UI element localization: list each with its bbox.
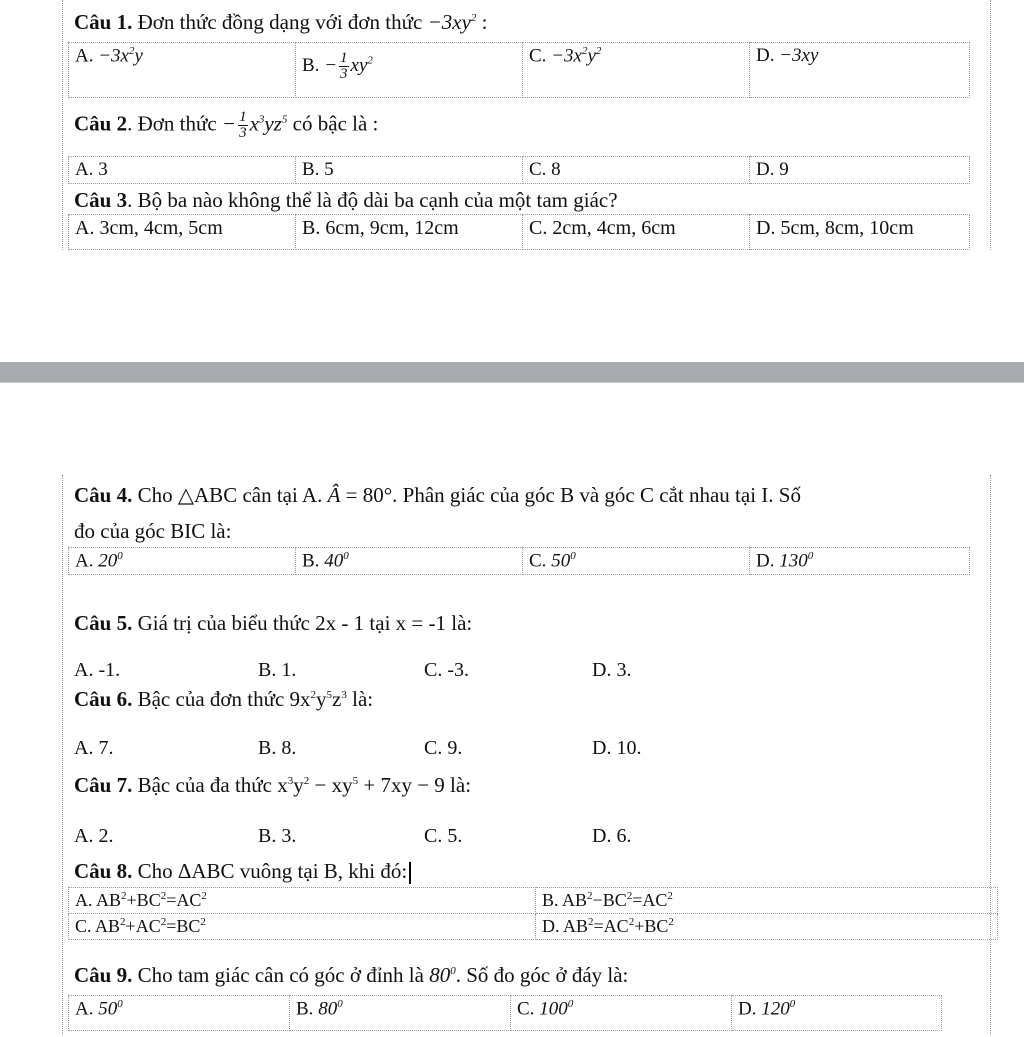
q5-option-b[interactable]: B. 1. [258,659,297,681]
q7-exp-1: 3 [287,775,294,787]
option-b[interactable] [536,888,998,914]
exp: 2 [160,890,167,902]
question-9-text: Cho tam giác cân có góc ở đỉnh là [137,963,424,987]
margin-line-left [62,0,63,250]
exp: 2 [628,916,635,928]
option-label: C. [517,998,535,1020]
option-d[interactable]: D. 5cm, 8cm, 10cm [750,215,970,250]
option-value: 130 [779,550,808,572]
question-1 [74,10,487,35]
option-c[interactable] [523,43,750,98]
term: AB [96,890,122,910]
degree-symbol: 0 [343,550,349,562]
degree-symbol: 0 [807,550,814,562]
option-c[interactable] [511,996,732,1031]
question-2-x: x [249,111,259,136]
q6-expr-b: y [316,687,327,711]
option-label: D. [756,45,775,66]
angle-a-symbol: Â [327,483,341,507]
term: +BC [126,890,161,910]
document-page-2 [0,382,1024,1037]
question-8 [74,859,411,884]
fraction-denominator: 3 [340,66,348,82]
q6-tail: là: [352,687,374,711]
option-value: 40 [324,550,344,572]
q7-term-d: + 7xy − 9 [363,773,445,797]
q7-term-a: x [277,773,288,797]
option-label: D. [756,550,775,572]
q5-option-d[interactable]: D. 3. [592,659,632,681]
question-3-text: . Bộ ba nào không thể là độ dài ba cạnh của một tam giác? [127,188,618,212]
option-exp: 2 [367,54,373,67]
q5-option-c[interactable]: C. -3. [424,659,469,681]
option-d[interactable] [732,996,942,1031]
question-2-exp-1: 3 [258,113,265,126]
document-page-1 [0,0,1024,362]
q6-expr-a: 9x [289,687,311,711]
question-6-text: Bậc của đơn thức [137,687,285,711]
exp: 2 [121,890,127,902]
question-8-options [68,887,998,940]
question-8-label: Câu 8. [74,859,133,883]
question-2-sign: − [221,111,237,136]
exp: 2 [201,890,207,902]
option-label: A. [75,45,94,67]
fraction-denominator: 3 [239,125,247,141]
term: =AC [632,890,668,910]
q6-option-b[interactable]: B. 8. [258,737,297,759]
question-1-exp: 2 [470,12,477,24]
exp: 2 [200,916,206,928]
degree-symbol: 0 [789,998,796,1010]
option-a[interactable]: A. 3cm, 4cm, 5cm [69,215,296,250]
q7-term-b: y [293,773,304,797]
question-2-label: Câu 2 [74,111,128,136]
q9-value: 80 [429,963,451,987]
option-value: 100 [539,998,568,1020]
option-sign: − [324,54,338,76]
option-expr-mid: y [587,45,596,67]
option-c[interactable] [69,914,536,940]
q9-tail: . Số đo góc ở đáy là: [455,963,629,987]
option-c[interactable]: C. 2cm, 4cm, 6cm [523,215,750,250]
fraction-numerator: 1 [340,50,348,66]
exp: 2 [667,890,673,902]
question-5-text: Giá trị của biểu thức 2x - 1 tại x = -1 là: [137,611,473,635]
option-a[interactable] [69,548,296,575]
option-b[interactable] [296,43,523,98]
option-c[interactable] [523,548,750,575]
option-b[interactable]: B. 6cm, 9cm, 12cm [296,215,523,250]
q6-option-d[interactable]: D. 10. [592,737,642,759]
term: +AC [125,916,161,936]
option-label: A. [75,998,94,1020]
term: =AC [593,916,629,936]
question-1-expr: −3xy [427,10,471,34]
question-1-options [68,42,970,98]
question-6-label: Câu 6. [74,687,133,711]
q6-expr-c: z [332,687,342,711]
question-3 [74,188,618,213]
option-exp: 2 [581,45,588,57]
fraction [339,51,349,82]
question-9-label: Câu 9. [74,963,133,987]
question-9 [74,963,628,988]
exp: 2 [160,916,167,928]
q6-option-a[interactable]: A. 7. [74,737,114,759]
option-value: 50 [98,998,118,1020]
q6-option-c[interactable]: C. 9. [424,737,463,759]
question-9-options [68,995,942,1031]
question-1-colon: : [481,10,488,34]
question-2-yz: yz [264,111,282,136]
option-value: 120 [761,998,790,1020]
option-expr: −3x [98,45,129,67]
q7-tail: là: [450,773,472,797]
fraction [238,110,248,141]
question-2-exp-2: 5 [281,113,288,126]
degree-symbol: 0 [570,550,576,562]
question-4-text-line-2: đo của góc BIC là: [74,519,232,543]
option-label: B. [542,890,559,910]
q6-exp-3: 3 [341,689,347,701]
q7-option-b[interactable]: B. 3. [258,825,297,847]
question-5-label: Câu 5. [74,611,133,635]
question-4-text: Cho △ABC cân tại A. [137,483,323,507]
option-exp: 2 [129,45,135,57]
option-expr: −3xy [779,45,819,66]
question-5 [74,611,472,636]
exp: 2 [588,916,594,928]
q7-option-c[interactable]: C. 5. [424,825,463,847]
option-label: C. [529,45,547,67]
question-4-options [68,547,970,575]
question-7 [74,773,471,798]
margin-line-right [990,475,991,1035]
q7-option-d[interactable]: D. 6. [592,825,632,847]
option-b[interactable] [290,996,511,1031]
option-label: A. [75,550,94,572]
exp: 2 [668,916,674,928]
option-label: C. [529,550,547,572]
degree-symbol: 0 [450,965,456,977]
question-1-text: Đơn thức đồng dạng với đơn thức [137,10,423,34]
option-d[interactable] [750,43,970,98]
question-4-line-2 [74,519,231,544]
margin-line-right [990,0,991,250]
term: +BC [634,916,669,936]
option-c[interactable]: C. 8 [523,157,750,184]
q7-exp-2: 2 [303,775,310,787]
question-1-label: Câu 1. [74,10,133,34]
option-d[interactable] [750,548,970,575]
question-2-tail: có bậc là : [292,111,379,136]
q7-option-a[interactable]: A. 2. [74,825,114,847]
degree-symbol: 0 [337,998,343,1010]
option-label: A. [75,890,93,910]
question-4-text-cont: = 80°. Phân giác của góc B và góc C cắt nhau tại I. Số [345,483,801,507]
margin-line-left [62,475,63,1035]
option-d[interactable] [536,914,998,940]
option-label: B. [302,54,320,76]
q7-term-c: − xy [314,773,353,797]
question-4 [74,483,801,508]
option-a[interactable]: A. 3 [69,157,296,184]
text-cursor [409,862,411,884]
option-label: D. [738,998,757,1020]
option-a[interactable] [69,43,296,98]
term: AB [562,890,588,910]
question-7-label: Câu 7. [74,773,133,797]
degree-symbol: 0 [117,998,123,1010]
option-b[interactable]: B. 5 [296,157,523,184]
term: =AC [166,890,202,910]
option-value: 20 [98,550,118,572]
option-expr: xy [350,54,368,76]
exp: 2 [587,890,593,902]
q5-option-a[interactable]: A. -1. [74,659,121,681]
exp: 2 [120,916,126,928]
option-exp-2: 2 [595,45,602,57]
question-2-options [68,156,970,184]
question-3-options [68,214,970,250]
question-8-text: Cho ΔABC vuông tại B, khi đó: [137,859,408,883]
option-a[interactable] [69,888,536,914]
degree-symbol: 0 [567,998,574,1010]
option-a[interactable] [69,996,290,1031]
fraction-numerator: 1 [239,109,247,125]
term: AB [95,916,121,936]
option-label: C. [75,916,92,936]
option-tail: y [134,45,143,67]
option-d[interactable]: D. 9 [750,157,970,184]
term: AB [563,916,589,936]
option-b[interactable] [296,548,523,575]
question-7-text: Bậc của đa thức [137,773,273,797]
q6-exp-1: 2 [310,689,317,701]
question-2-text: . Đơn thức [127,111,217,136]
option-label: D. [542,916,560,936]
option-expr: −3x [551,45,582,67]
page-separator [0,362,1024,382]
q7-exp-3: 5 [352,775,359,787]
degree-symbol: 0 [117,550,123,562]
option-value: 80 [318,998,338,1020]
exp: 2 [626,890,633,902]
option-label: B. [296,998,314,1020]
option-label: B. [302,550,320,572]
question-3-label: Câu 3 [74,188,128,212]
question-4-label: Câu 4. [74,483,133,507]
question-2 [74,110,378,141]
option-value: 50 [551,550,571,572]
q6-exp-2: 5 [326,689,333,701]
term: −BC [592,890,627,910]
question-6 [74,687,373,712]
term: =BC [166,916,201,936]
